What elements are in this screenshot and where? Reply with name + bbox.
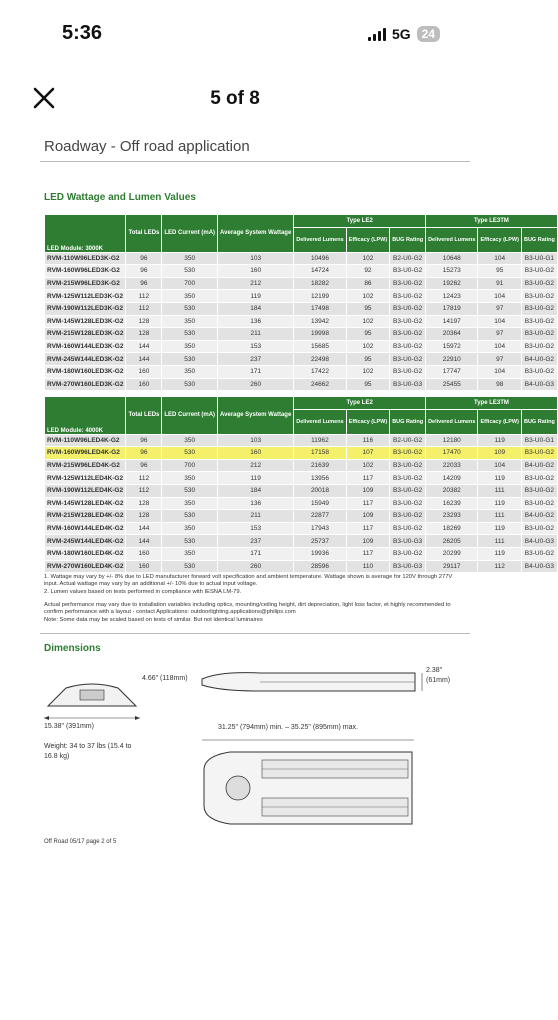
delivered-header: Delivered Lumens — [294, 409, 346, 434]
table-cell: B3-U0-G3 — [390, 378, 426, 391]
table-cell: 14724 — [294, 265, 346, 278]
table-cell: 212 — [218, 277, 294, 290]
table-cell: 112 — [478, 560, 522, 573]
table-cell: 211 — [218, 328, 294, 341]
table-cell: 160 — [126, 560, 162, 573]
table-cell: 144 — [126, 535, 162, 548]
table-cell: 29117 — [426, 560, 478, 573]
table-cell: B3-U0-G2 — [390, 459, 426, 472]
page-counter: 5 of 8 — [210, 88, 260, 109]
table-cell: 211 — [218, 510, 294, 523]
type-le2-header: Type LE2 — [294, 397, 426, 410]
table-cell: 102 — [346, 315, 390, 328]
table-cell: 117 — [346, 547, 390, 560]
bug-header: BUG Rating — [390, 409, 426, 434]
table-cell: B4-U0-G2 — [521, 353, 557, 366]
table-cell: 17470 — [426, 447, 478, 460]
led-current-header: LED Current (mA) — [162, 215, 218, 253]
led-current-header: LED Current (mA) — [162, 397, 218, 435]
table-cell: 17158 — [294, 447, 346, 460]
table-cell: B3-U0-G2 — [521, 340, 557, 353]
table-cell: RVM-270W160LED3K-G2 — [45, 378, 126, 391]
table-cell: RVM-190W112LED3K-G2 — [45, 302, 126, 315]
table-cell: 530 — [162, 378, 218, 391]
table-cell: 102 — [346, 252, 390, 265]
table-cell: B3-U0-G2 — [390, 302, 426, 315]
table-cell: 96 — [126, 252, 162, 265]
viewer-header — [0, 72, 470, 128]
table-cell: 153 — [218, 522, 294, 535]
table-cell: 112 — [126, 472, 162, 485]
table-cell: 95 — [346, 378, 390, 391]
table-cell: 14197 — [426, 315, 478, 328]
table-row — [45, 560, 558, 573]
divider — [40, 633, 470, 634]
table-row — [45, 265, 558, 278]
table-cell: 96 — [126, 277, 162, 290]
table-cell: 136 — [218, 315, 294, 328]
status-indicators — [368, 26, 440, 42]
table-cell: 22033 — [426, 459, 478, 472]
table-cell: 25455 — [426, 378, 478, 391]
luminaire-side-drawing — [200, 663, 430, 703]
table-cell: 112 — [126, 484, 162, 497]
network-label: 5G — [391, 26, 411, 42]
table-cell: 530 — [162, 265, 218, 278]
table-cell: B3-U0-G1 — [521, 434, 557, 447]
table-cell: RVM-160W144LED3K-G2 — [45, 340, 126, 353]
table-cell: 119 — [218, 472, 294, 485]
table-cell: 96 — [126, 265, 162, 278]
module-header: LED Module: 4000K — [45, 397, 126, 435]
table-cell: 17747 — [426, 365, 478, 378]
table-cell: 98 — [478, 378, 522, 391]
table-cell: 350 — [162, 472, 218, 485]
table-cell: 24662 — [294, 378, 346, 391]
table-cell: RVM-110W96LED3K-G2 — [45, 252, 126, 265]
table-cell: 20299 — [426, 547, 478, 560]
table-cell: 104 — [478, 315, 522, 328]
table-cell: 119 — [478, 497, 522, 510]
delivered-header: Delivered Lumens — [294, 227, 346, 252]
table-cell: B2-U0-G2 — [390, 252, 426, 265]
table-cell: 12423 — [426, 290, 478, 303]
table-cell: 10496 — [294, 252, 346, 265]
table-cell: RVM-160W96LED4K-G2 — [45, 447, 126, 460]
table-cell: RVM-180W160LED3K-G2 — [45, 365, 126, 378]
table-cell: 110 — [346, 560, 390, 573]
section-title: Roadway - Off road application — [44, 138, 250, 155]
table-cell: 104 — [478, 252, 522, 265]
table-cell: 22910 — [426, 353, 478, 366]
table-cell: 17422 — [294, 365, 346, 378]
table-cell: 112 — [126, 302, 162, 315]
table-cell: 144 — [126, 522, 162, 535]
efficacy-header: Efficacy (LPW) — [346, 409, 390, 434]
table-cell: 104 — [478, 340, 522, 353]
table-cell: 86 — [346, 277, 390, 290]
table-cell: RVM-145W128LED4K-G2 — [45, 497, 126, 510]
table-cell: 144 — [126, 353, 162, 366]
table-cell: 13942 — [294, 315, 346, 328]
table-cell: B4-U0-G2 — [521, 510, 557, 523]
table-cell: 15685 — [294, 340, 346, 353]
table-cell: 350 — [162, 547, 218, 560]
table-cell: 28596 — [294, 560, 346, 573]
delivered-header: Delivered Lumens — [426, 227, 478, 252]
table-cell: 530 — [162, 328, 218, 341]
table-cell: B3-U0-G2 — [390, 497, 426, 510]
table-row — [45, 315, 558, 328]
table-cell: RVM-145W128LED3K-G2 — [45, 315, 126, 328]
table-cell: B3-U0-G2 — [390, 447, 426, 460]
table-cell: 530 — [162, 484, 218, 497]
table-row — [45, 547, 558, 560]
table-cell: RVM-110W96LED4K-G2 — [45, 434, 126, 447]
table-row — [45, 378, 558, 391]
table-cell: 15273 — [426, 265, 478, 278]
table-cell: 237 — [218, 353, 294, 366]
table-cell: RVM-245W144LED3K-G2 — [45, 353, 126, 366]
width-label: 15.38" (391mm) — [44, 723, 94, 730]
efficacy-header: Efficacy (LPW) — [478, 227, 522, 252]
table-cell: B4-U0-G3 — [521, 560, 557, 573]
table-cell: 350 — [162, 315, 218, 328]
table-cell: 160 — [126, 378, 162, 391]
table-cell: 128 — [126, 315, 162, 328]
total-leds-header: Total LEDs — [126, 215, 162, 253]
lumen-table-3000k — [44, 214, 558, 391]
table-cell: RVM-215W96LED4K-G2 — [45, 459, 126, 472]
table-cell: 700 — [162, 277, 218, 290]
table-cell: 350 — [162, 522, 218, 535]
table-cell: B3-U0-G2 — [390, 315, 426, 328]
table-cell: RVM-215W128LED3K-G2 — [45, 328, 126, 341]
lumen-table-4000k — [44, 396, 558, 573]
status-bar — [0, 0, 470, 70]
table-cell: 128 — [126, 510, 162, 523]
table-cell: 91 — [478, 277, 522, 290]
table-cell: B3-U0-G2 — [521, 472, 557, 485]
length-label: 31.25" (794mm) min. – 35.25" (895mm) max. — [218, 724, 358, 731]
table-cell: 171 — [218, 547, 294, 560]
table-cell: 17819 — [426, 302, 478, 315]
table-row — [45, 353, 558, 366]
table-cell: RVM-215W96LED3K-G2 — [45, 277, 126, 290]
battery-icon: 24 — [417, 26, 440, 42]
table-cell: 184 — [218, 484, 294, 497]
table-cell: B4-U0-G3 — [521, 378, 557, 391]
table-cell: 14209 — [426, 472, 478, 485]
table-cell: B3-U0-G1 — [521, 252, 557, 265]
table-row — [45, 535, 558, 548]
table-cell: 12180 — [426, 434, 478, 447]
table-cell: RVM-190W112LED4K-G2 — [45, 484, 126, 497]
table-cell: 111 — [478, 484, 522, 497]
table-cell: 160 — [218, 265, 294, 278]
table-cell: 15949 — [294, 497, 346, 510]
table-cell: 119 — [478, 434, 522, 447]
table-cell: 119 — [478, 472, 522, 485]
table-cell: B3-U0-G2 — [521, 522, 557, 535]
signal-icon — [368, 27, 386, 41]
table-cell: 212 — [218, 459, 294, 472]
bug-header: BUG Rating — [521, 409, 557, 434]
table-cell: 700 — [162, 459, 218, 472]
table-cell: 160 — [218, 447, 294, 460]
table-cell: B4-U0-G2 — [521, 459, 557, 472]
avg-wattage-header: Average System Wattage — [218, 397, 294, 435]
table-row — [45, 302, 558, 315]
table-cell: 11962 — [294, 434, 346, 447]
table-cell: B3-U0-G2 — [390, 547, 426, 560]
table-cell: 117 — [346, 522, 390, 535]
table-cell: 26205 — [426, 535, 478, 548]
table-cell: 95 — [346, 328, 390, 341]
table-cell: 19998 — [294, 328, 346, 341]
table-cell: 111 — [478, 535, 522, 548]
table-cell: 350 — [162, 340, 218, 353]
table-cell: 530 — [162, 510, 218, 523]
type-le3tm-header: Type LE3TM — [426, 215, 558, 228]
table-row — [45, 459, 558, 472]
total-leds-header: Total LEDs — [126, 397, 162, 435]
table-cell: 530 — [162, 302, 218, 315]
table-cell: 22498 — [294, 353, 346, 366]
bug-header: BUG Rating — [390, 227, 426, 252]
table-cell: 104 — [478, 290, 522, 303]
table-cell: 21639 — [294, 459, 346, 472]
table-cell: 97 — [478, 328, 522, 341]
table-cell: 119 — [478, 522, 522, 535]
table-cell: B3-U0-G2 — [521, 290, 557, 303]
table-cell: B3-U0-G2 — [390, 340, 426, 353]
efficacy-header: Efficacy (LPW) — [346, 227, 390, 252]
table-row — [45, 252, 558, 265]
table-cell: B2-U0-G2 — [390, 434, 426, 447]
table-cell: 18282 — [294, 277, 346, 290]
table-cell: 260 — [218, 560, 294, 573]
footnote-1: 1. Wattage may vary by +/- 8% due to LED manufacturer forward volt specification and ambient temperature. Wattage shown is average for 120V through 277V input. Actual wattage may vary by an additional +/- 10% due to actual input voltage. — [44, 574, 453, 588]
table-cell: 111 — [478, 510, 522, 523]
table-cell: B3-U0-G2 — [521, 547, 557, 560]
table-cell: 95 — [478, 265, 522, 278]
depth-label: 4.66" (118mm) — [142, 675, 188, 682]
table-cell: B4-U0-G3 — [521, 535, 557, 548]
table-cell: 350 — [162, 497, 218, 510]
table-cell: RVM-270W160LED4K-G2 — [45, 560, 126, 573]
table-row — [45, 277, 558, 290]
table-cell: B3-U0-G2 — [521, 484, 557, 497]
table-cell: B3-U0-G2 — [521, 497, 557, 510]
table-cell: 153 — [218, 340, 294, 353]
table-row — [45, 484, 558, 497]
table-cell: 104 — [478, 459, 522, 472]
type-le2-header: Type LE2 — [294, 215, 426, 228]
luminaire-top-drawing — [200, 730, 430, 840]
table-cell: 530 — [162, 560, 218, 573]
table-cell: RVM-125W112LED4K-G2 — [45, 472, 126, 485]
table-cell: 530 — [162, 535, 218, 548]
table-row — [45, 510, 558, 523]
table-row — [45, 434, 558, 447]
delivered-header: Delivered Lumens — [426, 409, 478, 434]
table-cell: 128 — [126, 497, 162, 510]
table-row — [45, 340, 558, 353]
table-cell: 117 — [346, 472, 390, 485]
table-cell: 103 — [218, 252, 294, 265]
table-cell: 19262 — [426, 277, 478, 290]
table-cell: 12199 — [294, 290, 346, 303]
table-cell: B3-U0-G2 — [390, 484, 426, 497]
table-cell: 17943 — [294, 522, 346, 535]
table-cell: 22877 — [294, 510, 346, 523]
table-row — [45, 365, 558, 378]
table-subtitle: LED Wattage and Lumen Values — [44, 192, 196, 203]
table-cell: 95 — [346, 353, 390, 366]
table-cell: 15972 — [426, 340, 478, 353]
table-cell: RVM-125W112LED3K-G2 — [45, 290, 126, 303]
module-header: LED Module: 3000K — [45, 215, 126, 253]
table-cell: 119 — [478, 547, 522, 560]
table-row — [45, 497, 558, 510]
table-cell: RVM-245W144LED4K-G2 — [45, 535, 126, 548]
table-cell: 350 — [162, 365, 218, 378]
type-le3tm-header: Type LE3TM — [426, 397, 558, 410]
table-cell: 350 — [162, 290, 218, 303]
table-cell: B3-U0-G2 — [521, 315, 557, 328]
divider — [40, 161, 470, 162]
table-cell: 128 — [126, 328, 162, 341]
table-cell: 97 — [478, 353, 522, 366]
page-footer: Off Road 05/17 page 2 of 5 — [44, 839, 117, 845]
table-cell: B3-U0-G3 — [390, 535, 426, 548]
table-cell: 102 — [346, 459, 390, 472]
table-cell: B3-U0-G2 — [521, 447, 557, 460]
table-cell: 102 — [346, 365, 390, 378]
table-cell: 350 — [162, 252, 218, 265]
table-cell: 350 — [162, 434, 218, 447]
table-cell: 184 — [218, 302, 294, 315]
table-cell: 13956 — [294, 472, 346, 485]
table-cell: 530 — [162, 353, 218, 366]
table-cell: B3-U0-G2 — [390, 353, 426, 366]
table-cell: 20018 — [294, 484, 346, 497]
table-cell: B3-U0-G2 — [521, 277, 557, 290]
table-cell: 23293 — [426, 510, 478, 523]
table-cell: 530 — [162, 447, 218, 460]
table-cell: 96 — [126, 447, 162, 460]
table-cell: 16239 — [426, 497, 478, 510]
table-cell: 237 — [218, 535, 294, 548]
weight-label: Weight: 34 to 37 lbs (15.4 to 16.8 kg) — [44, 743, 132, 760]
table-cell: RVM-215W128LED4K-G2 — [45, 510, 126, 523]
table-cell: 19936 — [294, 547, 346, 560]
table-cell: 10648 — [426, 252, 478, 265]
table-cell: 260 — [218, 378, 294, 391]
table-cell: 160 — [126, 547, 162, 560]
table-cell: RVM-160W96LED3K-G2 — [45, 265, 126, 278]
status-time: 5:36 — [62, 22, 103, 44]
table-cell: 18269 — [426, 522, 478, 535]
table-cell: B3-U0-G3 — [390, 560, 426, 573]
footnote-2: 2. Lumen values based on tests performed in compliance with IESNA LM-79. — [44, 589, 242, 595]
table-cell: 97 — [478, 302, 522, 315]
table-cell: B3-U0-G2 — [521, 265, 557, 278]
footnote-3: Actual performance may vary due to installation variables including optics, mounting/ceiling height, dirt depreciation, light loss factor, et highly recommended to confirm performance with a layout - contact Applications: outdoorlighting.applications@philips.com — [44, 602, 451, 616]
table-cell: 112 — [126, 290, 162, 303]
table-cell: B3-U0-G2 — [390, 277, 426, 290]
dimensions-title: Dimensions — [44, 643, 101, 654]
table-cell: RVM-180W160LED4K-G2 — [45, 547, 126, 560]
table-cell: 116 — [346, 434, 390, 447]
table-cell: 109 — [346, 535, 390, 548]
table-cell: 95 — [346, 302, 390, 315]
table-cell: 102 — [346, 290, 390, 303]
table-cell: 144 — [126, 340, 162, 353]
table-row — [45, 472, 558, 485]
table-cell: 136 — [218, 497, 294, 510]
table-row — [45, 328, 558, 341]
table-cell: B3-U0-G2 — [521, 328, 557, 341]
table-row — [45, 522, 558, 535]
table-cell: 107 — [346, 447, 390, 460]
height-label: 2.38" (61mm) — [426, 667, 451, 684]
bug-header: BUG Rating — [521, 227, 557, 252]
table-cell: B3-U0-G2 — [390, 472, 426, 485]
table-cell: B3-U0-G2 — [390, 365, 426, 378]
table-cell: 17498 — [294, 302, 346, 315]
table-cell: 103 — [218, 434, 294, 447]
table-row — [45, 447, 558, 460]
table-cell: B3-U0-G2 — [390, 510, 426, 523]
avg-wattage-header: Average System Wattage — [218, 215, 294, 253]
table-cell: 96 — [126, 434, 162, 447]
table-cell: 109 — [346, 510, 390, 523]
table-cell: 20382 — [426, 484, 478, 497]
efficacy-header: Efficacy (LPW) — [478, 409, 522, 434]
table-cell: B3-U0-G2 — [390, 290, 426, 303]
table-cell: 109 — [346, 484, 390, 497]
table-cell: 20364 — [426, 328, 478, 341]
table-cell: B3-U0-G2 — [390, 328, 426, 341]
table-cell: RVM-160W144LED4K-G2 — [45, 522, 126, 535]
table-cell: 25737 — [294, 535, 346, 548]
table-cell: B3-U0-G2 — [521, 302, 557, 315]
table-cell: 92 — [346, 265, 390, 278]
table-cell: 117 — [346, 497, 390, 510]
table-cell: 109 — [478, 447, 522, 460]
table-cell: B3-U0-G2 — [521, 365, 557, 378]
footnote-4: Note: Some data may be scaled based on tests of similar. But not identical luminaires — [44, 617, 263, 623]
table-cell: 119 — [218, 290, 294, 303]
table-cell: B3-U0-G2 — [390, 522, 426, 535]
table-cell: 96 — [126, 459, 162, 472]
table-cell: B3-U0-G2 — [390, 265, 426, 278]
table-cell: 102 — [346, 340, 390, 353]
table-row — [45, 290, 558, 303]
table-cell: 104 — [478, 365, 522, 378]
table-cell: 160 — [126, 365, 162, 378]
document-page[interactable] — [0, 128, 555, 1020]
table-cell: 171 — [218, 365, 294, 378]
